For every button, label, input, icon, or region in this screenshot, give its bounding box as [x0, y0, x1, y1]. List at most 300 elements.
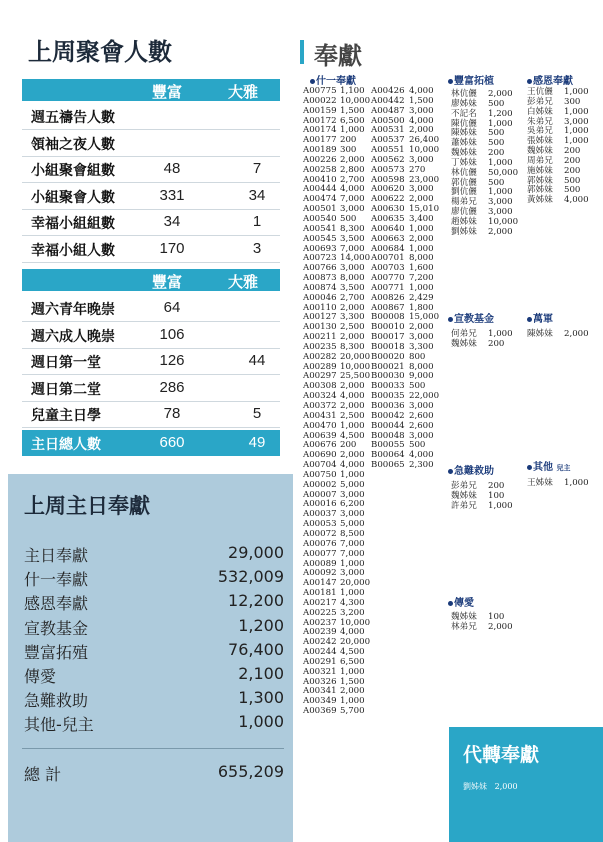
donor: 魏姊妹	[527, 146, 553, 157]
amount: 500	[409, 440, 426, 451]
donor: 丁姊妹	[451, 157, 477, 168]
amount: 22,000	[409, 391, 440, 402]
amount: 2,000	[340, 401, 365, 411]
attendance-row	[22, 236, 280, 263]
amount: 15,000	[409, 312, 440, 323]
amount: 6,200	[340, 499, 365, 510]
donor: A00630	[371, 204, 405, 215]
offering-row	[24, 712, 284, 736]
attendance-row	[22, 209, 280, 236]
donor: A00174	[303, 125, 337, 136]
row-label: 幸福小組組數	[31, 216, 115, 232]
thanks-list	[527, 88, 589, 206]
amount: 3,000	[340, 509, 365, 520]
amount: 200	[488, 148, 505, 159]
offering-amount: 1,000	[238, 712, 284, 732]
donor: A00130	[303, 322, 337, 333]
donor: B00055	[371, 440, 405, 451]
donor: A00237	[303, 617, 337, 628]
amount: 7,000	[340, 243, 365, 254]
row-label: 小組聚會組數	[31, 163, 115, 179]
amount: 500	[488, 128, 505, 139]
expansion-heading: 豐富拓植	[448, 72, 494, 87]
offering-amount: 29,000	[228, 543, 284, 562]
donor: B00044	[371, 420, 405, 431]
donor: B00042	[371, 410, 405, 421]
amount: 2,700	[340, 292, 365, 303]
mission-heading: 宣教基金	[448, 310, 494, 325]
amount: 3,000	[409, 332, 434, 343]
row-label: 週五禱告人數	[31, 110, 115, 126]
amount: 3,300	[409, 341, 434, 352]
donor: A00211	[303, 332, 337, 343]
attendance-header	[22, 79, 280, 101]
offering-amount: 532,009	[217, 567, 284, 587]
donor: A00077	[303, 548, 337, 559]
amount: 4,500	[340, 430, 365, 441]
attendance-title: 上周聚會人數	[28, 38, 172, 66]
offering-row	[24, 664, 284, 688]
offering-total-row	[24, 762, 284, 786]
offering-amount: 12,200	[228, 591, 284, 611]
donor: A00022	[303, 95, 337, 106]
amount: 1,200	[488, 108, 513, 119]
donor: A00189	[303, 145, 337, 156]
donor: A00177	[303, 135, 337, 146]
donor: 彭弟兄	[451, 481, 477, 491]
total-label: 主日總人數	[31, 437, 101, 453]
donor: A00046	[303, 292, 337, 303]
donor: A00531	[371, 125, 405, 136]
donor: 廖伉儷	[451, 207, 477, 218]
donor: A00426	[371, 86, 405, 96]
header-daya: 大雅	[228, 83, 259, 101]
offering-name: 宣教基金	[24, 618, 89, 638]
donor: A00684	[371, 243, 405, 254]
donor: 蕭姊妹	[451, 138, 477, 149]
amount: 14,000	[340, 253, 371, 264]
amount: 500	[488, 138, 505, 149]
attendance-row	[22, 130, 280, 157]
amount: 26,400	[409, 135, 440, 146]
amount: 2,000	[409, 233, 434, 244]
donor: 林伉儷	[451, 89, 477, 99]
donor: A00282	[303, 351, 337, 362]
donor: B00035	[371, 391, 405, 402]
donor: A00410	[303, 174, 337, 185]
amount: 3,500	[340, 233, 365, 244]
amount: 500	[564, 175, 581, 186]
amount: 2,600	[409, 420, 434, 431]
row-daya-value: 5	[252, 405, 262, 422]
other-heading: 其他 兒主	[527, 458, 570, 473]
amount: 1,000	[564, 126, 589, 137]
donor: 施姊妹	[527, 165, 553, 176]
row-daya-value: 34	[248, 186, 266, 204]
attendance-row	[22, 375, 280, 402]
donor: A00693	[303, 243, 337, 254]
donor: 魏姊妹	[451, 148, 477, 159]
donor: 朱弟兄	[527, 116, 553, 127]
amount: 2,000	[409, 322, 434, 333]
attendance-header-2	[22, 269, 280, 291]
row-label: 週日第二堂	[31, 381, 101, 398]
amount: 500	[488, 177, 505, 188]
donor: A00239	[303, 627, 337, 638]
amount: 20,000	[340, 637, 371, 648]
bullet-icon	[527, 317, 532, 322]
amount: 2,000	[340, 332, 365, 343]
tithe-heading: 什一奉獻	[310, 72, 356, 87]
amount: 200	[488, 481, 505, 491]
donor: A00072	[303, 528, 337, 539]
bullet-icon	[527, 79, 532, 84]
amount: 2,000	[340, 154, 365, 165]
amount: 1,000	[340, 558, 365, 569]
bullet-icon	[527, 465, 532, 470]
total-fengfu: 660	[159, 434, 185, 451]
amount: 200	[564, 165, 581, 176]
amount: 2,000	[340, 381, 365, 392]
donor: 張姊妹	[527, 136, 553, 147]
amount: 2,500	[340, 322, 365, 333]
donor: 楊弟兄	[451, 197, 477, 208]
donor: A00500	[371, 115, 405, 126]
amount: 2,300	[409, 460, 434, 471]
amount: 4,000	[340, 184, 365, 195]
donor: A00704	[303, 460, 337, 471]
amount: 10,000	[340, 361, 371, 372]
attendance-row	[22, 401, 280, 428]
donor: 劉姊妹	[451, 226, 477, 237]
offering-amount: 76,400	[228, 639, 284, 659]
donor: A00562	[371, 154, 405, 165]
relief-list	[451, 482, 513, 512]
donor: A00217	[303, 597, 337, 608]
amount: 200	[340, 135, 357, 146]
row-fengfu-value: 331	[159, 186, 185, 204]
donor: B00008	[371, 312, 405, 323]
donation-entry	[371, 461, 439, 471]
offering-name: 主日奉獻	[24, 546, 89, 565]
donor: A00598	[371, 174, 405, 185]
amount: 2,000	[488, 89, 513, 99]
amount: 7,000	[340, 548, 365, 559]
amount: 10,000	[340, 95, 371, 106]
donor: A00172	[303, 115, 337, 126]
donor: B00048	[371, 430, 405, 441]
amount: 3,000	[564, 116, 589, 127]
offering-row	[24, 616, 284, 640]
donor: 白姊妹	[527, 106, 553, 117]
offering-divider	[22, 748, 284, 749]
attendance-row	[22, 295, 280, 322]
row-label: 小組聚會人數	[31, 189, 115, 206]
bullet-icon	[448, 317, 453, 322]
offering-name: 感恩奉獻	[24, 594, 89, 614]
amount: 15,010	[409, 204, 440, 215]
donor: A00703	[371, 263, 405, 274]
amount: 500	[488, 98, 505, 109]
amount: 6,500	[340, 115, 365, 126]
donor: A00369	[303, 706, 337, 717]
amount: 2,600	[409, 410, 434, 421]
donor: A00640	[371, 223, 405, 234]
amount: 3,000	[409, 154, 434, 165]
amount: 50,000	[488, 167, 519, 178]
donor: 陳伉儷	[451, 118, 477, 129]
donor: 魏姊妹	[451, 338, 477, 349]
attendance-row	[22, 183, 280, 210]
donation-entry	[303, 707, 370, 717]
donor: A00349	[303, 696, 337, 707]
mission-list	[451, 330, 513, 350]
donor: 劉伉儷	[451, 187, 477, 198]
donor: A00110	[303, 302, 337, 313]
donor: 廖姊妹	[451, 98, 477, 109]
amount: 200	[488, 338, 505, 349]
donor: A00545	[303, 233, 337, 244]
amount: 300	[340, 145, 357, 156]
amount: 1,500	[340, 676, 365, 687]
donor: A00308	[303, 381, 337, 392]
donor: A00002	[303, 479, 337, 490]
donor: B00033	[371, 381, 405, 392]
donor: 王姊妹	[527, 478, 553, 488]
proxy-offering-title: 代轉奉獻	[463, 744, 540, 766]
amount: 2,800	[340, 164, 365, 175]
tithe-list-2	[371, 87, 439, 471]
amount: 20,000	[340, 578, 371, 589]
donor: A00723	[303, 253, 337, 264]
amount: 1,000	[340, 666, 365, 677]
offering-row	[24, 591, 284, 615]
donor: A00635	[371, 213, 405, 224]
amount: 2,700	[340, 174, 365, 185]
donor: A00053	[303, 519, 337, 530]
donor: A00326	[303, 676, 337, 687]
amount: 1,000	[409, 282, 434, 293]
row-daya-value: 3	[252, 239, 262, 257]
donor: A00487	[371, 105, 405, 116]
amount: 1,000	[564, 106, 589, 117]
donor: A00297	[303, 371, 337, 382]
bullet-icon	[310, 79, 315, 84]
donor: A00770	[371, 273, 405, 284]
amount: 1,100	[340, 86, 365, 96]
bullet-icon	[448, 601, 453, 606]
donor: A00324	[303, 391, 337, 402]
amount: 3,000	[488, 197, 513, 208]
donor: A00225	[303, 607, 337, 618]
donor: A00444	[303, 184, 337, 195]
donor: 吳弟兄	[527, 126, 553, 137]
donor: B00030	[371, 371, 405, 382]
amount: 1,000	[564, 478, 589, 488]
offerings-title: 奉獻	[314, 42, 362, 70]
donor: 陳姊妹	[451, 128, 477, 139]
amount: 3,000	[340, 489, 365, 500]
donor: A00573	[371, 164, 405, 175]
amount: 1,800	[409, 302, 434, 313]
donor: 彭弟兄	[527, 96, 553, 107]
army-heading: 萬軍	[527, 310, 553, 325]
attendance-row	[22, 322, 280, 349]
amount: 1,500	[340, 105, 365, 116]
donor: B00018	[371, 341, 405, 352]
bullet-icon	[448, 79, 453, 84]
amount: 200	[340, 440, 357, 451]
donor: A00639	[303, 430, 337, 441]
donor: 周弟兄	[527, 155, 553, 166]
amount: 10,000	[488, 216, 519, 227]
proxy-offering-item	[463, 781, 518, 792]
amount: 200	[564, 146, 581, 157]
donor: A00372	[303, 401, 337, 411]
amount: 4,000	[340, 391, 365, 402]
total-daya: 49	[248, 434, 266, 451]
donor: A00874	[303, 282, 337, 293]
donor: A00775	[303, 86, 337, 96]
donor: B00036	[371, 401, 405, 411]
donor: 趙姊妹	[451, 216, 477, 227]
amount: 4,500	[340, 647, 365, 658]
amount: 5,000	[340, 479, 365, 490]
army-list	[527, 330, 589, 340]
donor: B00010	[371, 322, 405, 333]
row-label: 兒童主日學	[31, 408, 101, 424]
amount: 1,000	[340, 588, 365, 599]
amount: 2,429	[409, 292, 434, 303]
amount: 23,000	[409, 174, 440, 185]
attendance-row	[22, 103, 280, 130]
donor: A00089	[303, 558, 337, 569]
amount: 300	[564, 96, 581, 107]
amount: 1,000	[488, 118, 513, 129]
donor: A00127	[303, 312, 337, 323]
amount: 500	[564, 185, 581, 196]
donor: A00258	[303, 164, 337, 175]
amount: 8,000	[409, 361, 434, 372]
donor: 郭姊妹	[527, 185, 553, 196]
attendance-row	[22, 156, 280, 183]
donation-entry	[451, 502, 513, 512]
amount: 1,000	[564, 136, 589, 147]
amount: 4,000	[340, 627, 365, 638]
amount: 1,000	[488, 187, 513, 198]
donor: B00021	[371, 361, 405, 372]
donor: A00244	[303, 647, 337, 658]
amount: 25,500	[340, 371, 371, 382]
row-fengfu-value: 48	[163, 160, 181, 177]
amount: 1,000	[340, 125, 365, 136]
amount: 2,000	[340, 686, 365, 697]
donor: A00622	[371, 194, 405, 205]
amount: 200	[564, 155, 581, 166]
offering-row	[24, 688, 284, 712]
donor: A00750	[303, 469, 337, 480]
donor: A00474	[303, 194, 337, 205]
amount: 1,000	[488, 500, 513, 511]
donor: A00242	[303, 637, 337, 648]
offering-total-amount: 655,209	[217, 762, 284, 781]
offering-amount: 2,100	[238, 664, 284, 683]
donor: A00501	[303, 204, 337, 215]
amount: 10,000	[409, 145, 440, 156]
amount: 2,500	[340, 410, 365, 421]
other-suffix: 兒主	[556, 464, 571, 472]
offering-row	[24, 640, 284, 664]
amount: 8,300	[340, 223, 365, 234]
love-list	[451, 613, 513, 633]
amount: 2,000	[488, 226, 513, 237]
donor: 林伉儷	[451, 167, 477, 178]
donor: A00541	[303, 223, 337, 234]
donor: A00826	[371, 292, 405, 303]
donor: 魏姊妹	[451, 612, 477, 622]
amount: 3,000	[409, 430, 434, 441]
amount: 2,000	[409, 194, 434, 205]
amount: 3,400	[409, 213, 434, 224]
offering-name: 什一奉獻	[24, 570, 89, 590]
donor: 郭姊妹	[527, 175, 553, 186]
amount: 3,000	[409, 105, 434, 116]
thanks-heading: 感恩奉獻	[527, 72, 573, 87]
row-fengfu-value: 126	[159, 352, 185, 369]
donor: A00442	[371, 95, 405, 106]
attendance-total-row	[22, 430, 280, 456]
donor: A00771	[371, 282, 405, 293]
donor: 魏姊妹	[451, 490, 477, 501]
donor: A00540	[303, 213, 337, 224]
amount: 8,000	[340, 273, 365, 284]
amount: 7,200	[409, 273, 434, 284]
amount: 270	[409, 164, 426, 175]
amount: 2,000	[340, 302, 365, 313]
donor: A00147	[303, 578, 337, 589]
offering-row	[24, 543, 284, 567]
row-label: 週六青年晚崇	[31, 302, 115, 318]
amount: 1,600	[409, 263, 434, 274]
amount: 4,000	[340, 460, 365, 471]
amount: 20,000	[340, 351, 371, 362]
donor: A00676	[303, 440, 337, 451]
amount: 1,000	[564, 87, 589, 97]
row-fengfu-value: 106	[159, 325, 185, 343]
donation-entry	[527, 330, 589, 340]
donor: A00092	[303, 568, 337, 579]
donor: A00537	[371, 135, 405, 146]
donor: 林弟兄	[451, 621, 477, 632]
amount: 3,300	[340, 312, 365, 323]
amount: 3,500	[340, 282, 365, 293]
amount: 4,000	[564, 195, 589, 206]
amount: 8,300	[340, 341, 365, 352]
offering-name: 傳愛	[24, 667, 57, 686]
row-daya-value: 1	[252, 213, 262, 230]
tithe-list-1	[303, 87, 370, 717]
donor: 王伉儷	[527, 87, 553, 97]
offerings-title-bar	[300, 40, 304, 64]
donor: 何弟兄	[451, 329, 477, 339]
amount: 800	[409, 351, 426, 362]
amount: 5,000	[340, 519, 365, 530]
donor: A00873	[303, 273, 337, 284]
header-fengfu-2: 豐富	[152, 273, 183, 291]
donor: A00226	[303, 154, 337, 165]
donor: A00470	[303, 420, 337, 431]
amount: 4,000	[409, 450, 434, 461]
